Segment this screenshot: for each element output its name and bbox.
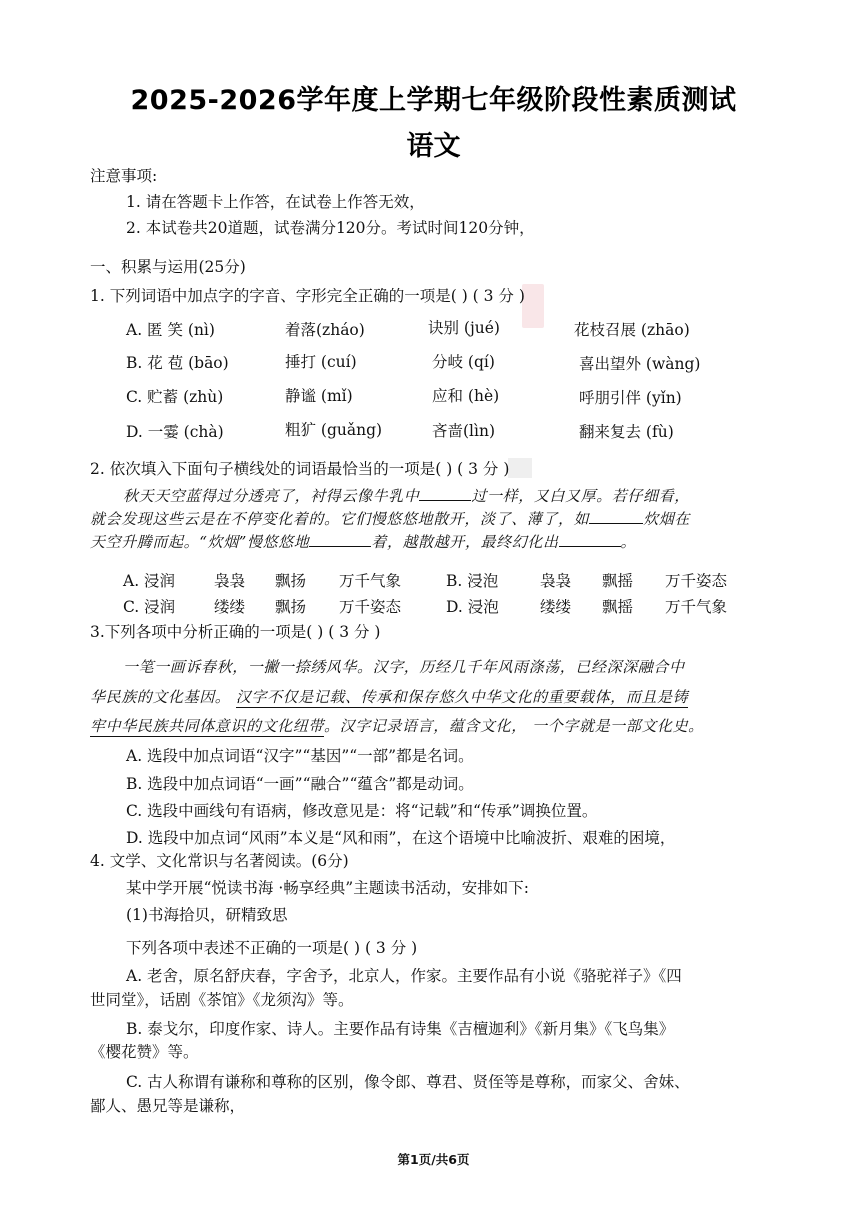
q2-word: 飘扬 (275, 572, 307, 590)
q1-word: 花枝召展 (zhāo) (574, 321, 690, 339)
q2-word: 飘扬 (275, 598, 307, 616)
q1-option-d: D. 一霎 (chà) (126, 423, 224, 441)
underlined-sentence: 汉字不仅是记载、传承和保存悠久中华文化的重要载体，而且是铸 (235, 688, 689, 706)
q1-word: 喜出望外 (wàng) (579, 355, 701, 373)
q4-sub-heading: (1)书海拾贝，研精致思 (126, 906, 288, 924)
exam-title: 2025-2026学年度上学期七年级阶段性素质测试 (130, 85, 737, 116)
q2-option-b: B. 浸泡 (446, 572, 499, 590)
passage-text: 天空升腾而起。“炊烟”慢悠悠地 (90, 533, 310, 551)
q1-option-a: A. 匿 笑 (nì) (126, 321, 215, 339)
underlined-sentence: 牢中华民族共同体意识的文化纽带 (90, 717, 325, 735)
q1-word: 粗犷 (guǎng) (285, 421, 383, 439)
q4-option-c-cont: 鄙人、愚兄等是谦称， (90, 1097, 246, 1115)
fill-blank (309, 532, 371, 547)
q2-word: 缕缕 (540, 598, 572, 616)
section-heading: 一、积累与运用(25分) (90, 258, 246, 276)
q4-option-c: C. 古人称谓有谦称和尊称的区别，像令郎、尊君、贤侄等是尊称，而家父、舍妹、 (126, 1073, 690, 1091)
fill-blank (559, 532, 621, 547)
q1-word: 呼朋引伴 (yǐn) (579, 389, 682, 407)
q1-option-c: C. 贮蓄 (zhù) (126, 388, 224, 406)
q2-word: 万千气象 (665, 598, 728, 616)
fill-blank (419, 486, 471, 501)
q2-passage-line (123, 486, 690, 506)
q1-word: 捶打 (cuí) (285, 353, 357, 371)
q4-intro: 某中学开展“悦读书海 ·畅享经典”主题读书活动，安排如下: (126, 879, 529, 897)
q2-option-d: D. 浸泡 (446, 598, 499, 616)
passage-text: 就会发现这些云是在不停变化着的。它们慢悠悠地散开，淡了、薄了，如 (90, 510, 590, 528)
notes-heading: 注意事项: (90, 167, 158, 185)
q1-word: 应和 (hè) (432, 387, 500, 405)
q1-word: 翻来复去 (fù) (579, 423, 674, 441)
q1-word: 吝啬(lìn) (432, 422, 495, 440)
q4-option-b: B. 泰戈尔，印度作家、诗人。主要作品有诗集《吉檀迦利》《新月集》《飞鸟集》 (126, 1020, 675, 1038)
passage-text: 炊烟在 (643, 510, 691, 528)
note-item: 1. 请在答题卡上作答，在试卷上作答无效， (126, 193, 425, 211)
q1-word: 诀别 (jué) (428, 319, 500, 337)
answer-mark (508, 458, 532, 478)
q2-passage-line (90, 509, 690, 529)
q1-option-b: B. 花 苞 (bāo) (126, 354, 229, 372)
passage-text: 着，越散越开，最终幻化出 (371, 533, 559, 551)
q2-word: 万千姿态 (339, 598, 402, 616)
q3-passage-line (90, 716, 704, 736)
q4-option-a-cont: 世同堂》，话剧《茶馆》《龙须沟》等。 (90, 991, 354, 1009)
note-item: 2. 本试卷共20道题，试卷满分120分。考试时间120分钟， (126, 219, 535, 237)
q1-word: 静谧 (mǐ) (285, 387, 353, 405)
q3-option-c: C. 选段中画线句有语病，修改意见是：将“记载”和“传承”调换位置。 (126, 802, 598, 820)
q2-word: 袅袅 (540, 572, 572, 590)
q2-word: 飘摇 (602, 598, 634, 616)
passage-text: 华民族的文化基因。 (90, 688, 231, 706)
q1-word: 着落(zháo) (285, 321, 365, 339)
q4-sub-stem: 下列各项中表述不正确的一项是( ) ( 3 分 ) (126, 939, 418, 957)
q2-word: 飘摇 (602, 572, 634, 590)
q4-stem: 4. 文学、文化常识与名著阅读。(6分) (90, 852, 349, 870)
q3-passage-line: 一笔一画诉春秋，一撇一捺绣风华。汉字，历经几千年风雨涤荡，已经深深融合中 (123, 658, 685, 676)
q2-word: 袅袅 (214, 572, 246, 590)
passage-text: 。汉字记录语言，蕴含文化， 一个字就是一部文化史。 (324, 717, 704, 735)
q1-stem: 1. 下列词语中加点字的字音、字形完全正确的一项是( ) ( 3 分 ) (90, 287, 525, 305)
q1-word: 分岐 (qí) (432, 353, 495, 371)
q2-passage-line (90, 532, 636, 552)
answer-mark (522, 284, 544, 328)
passage-text: 秋天天空蓝得过分透亮了，衬得云像牛乳中 (123, 487, 420, 505)
passage-text: 过一样，又白又厚。若仔细看， (471, 487, 690, 505)
q2-stem: 2. 依次填入下面句子横线处的词语最恰当的一项是( ) ( 3 分 ) (90, 460, 510, 478)
q2-option-a: A. 浸润 (123, 572, 176, 590)
q2-word: 万千姿态 (665, 572, 728, 590)
q3-option-a: A. 选段中加点词语“汉字”“基因”“一部”都是名词。 (126, 747, 474, 765)
q4-option-b-cont: 《樱花赞》等。 (90, 1043, 199, 1061)
q2-word: 万千气象 (339, 572, 402, 590)
page-number: 第1页/共6页 (397, 1152, 470, 1167)
q2-word: 缕缕 (214, 598, 246, 616)
q3-option-b: B. 选段中加点词语“一画”“融合”“蕴含”都是动词。 (126, 775, 474, 793)
subject-title: 语文 (406, 131, 461, 162)
q4-option-a: A. 老舍，原名舒庆春，字舍予，北京人，作家。主要作品有小说《骆驼祥子》《四 (126, 967, 682, 985)
q3-passage-line (90, 687, 688, 707)
q3-option-d: D. 选段中加点词“风雨”本义是“风和雨”，在这个语境中比喻波折、艰难的困境， (126, 829, 676, 847)
passage-text: 。 (620, 533, 637, 551)
q2-option-c: C. 浸润 (123, 598, 176, 616)
fill-blank (589, 509, 643, 524)
q3-stem: 3.下列各项中分析正确的一项是( ) ( 3 分 ) (90, 623, 381, 641)
